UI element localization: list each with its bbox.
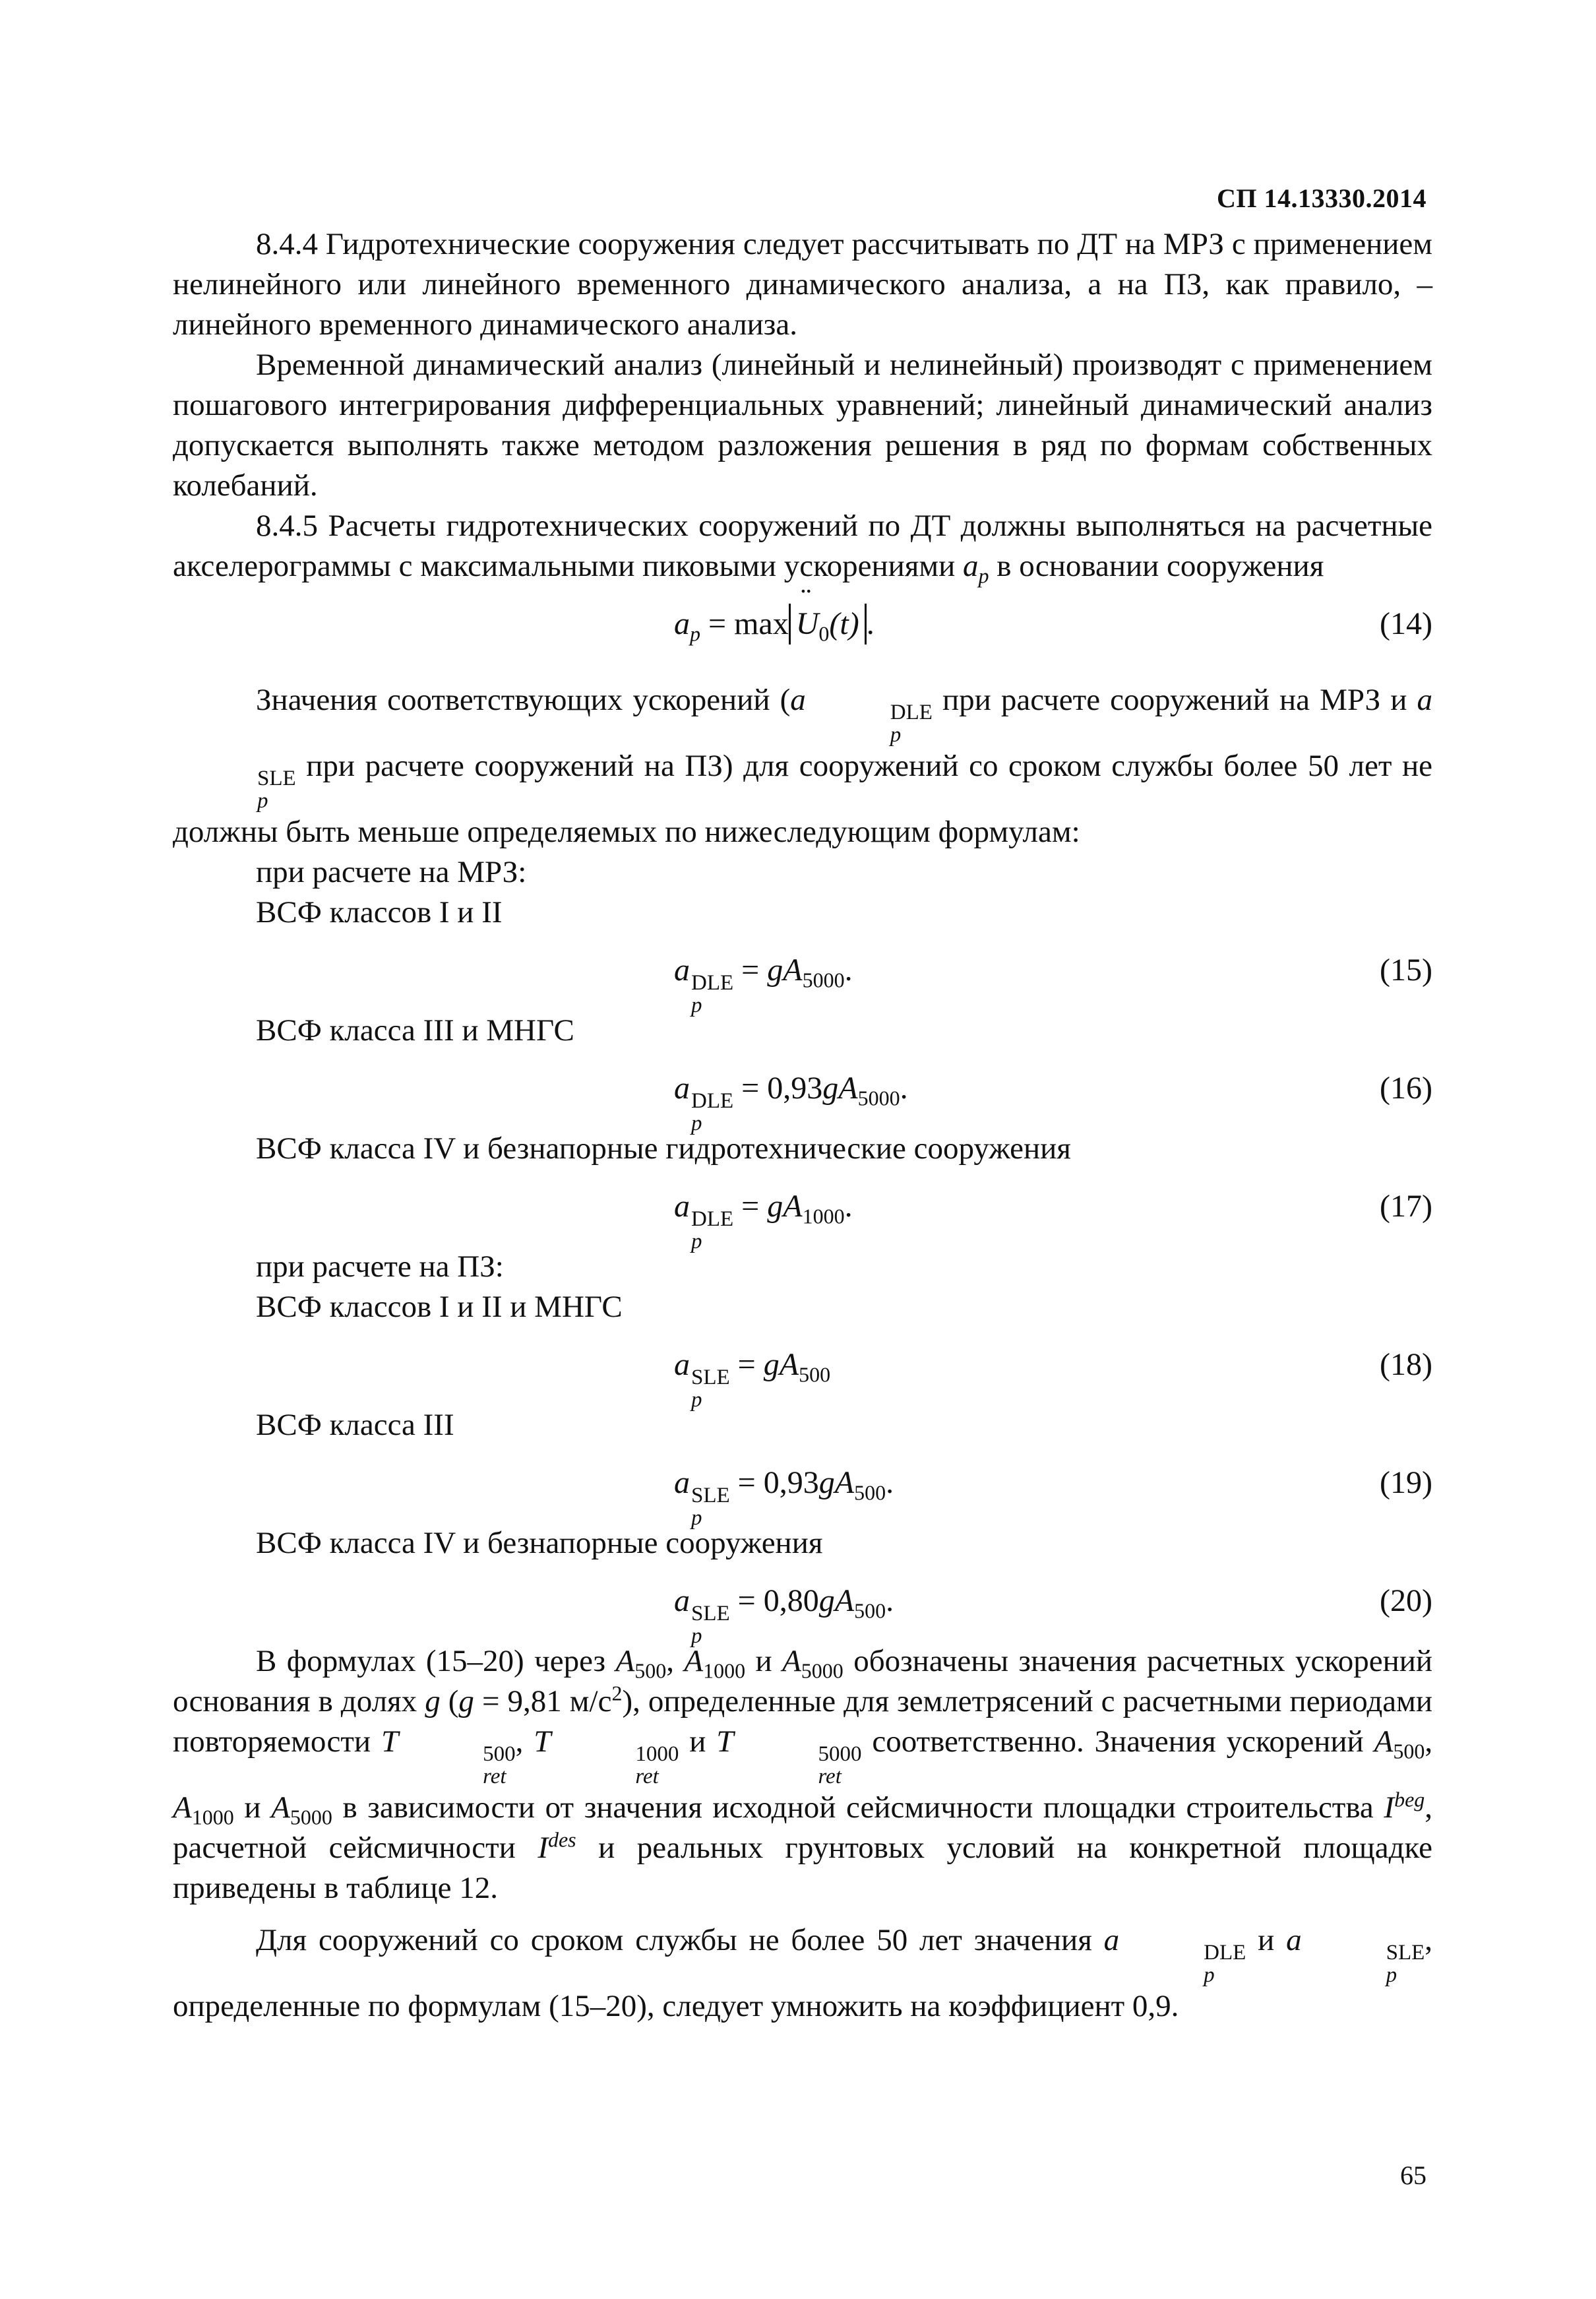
equation-15: a DLE p = $gA_{5000}$. (15)	[173, 933, 1432, 1011]
paragraph-acceleration-values: Значения соответствующих ускорений (a DLE p при расчете сооружений на МРЗ и a SLE p при расчете сооружений на ПЗ) для сооружений со сроком службы более 50 лет не должны быть меньше определяемых по нижеследующим формулам:	[173, 683, 1433, 849]
document-code: СП 14.13330.2014	[1217, 183, 1427, 213]
paragraph-formula-notation: В формулах (15–20) через $A_{500}$, $A_{1000}$ и $A_{5000}$ обозначены значения расчетных ускорений основания в долях g (g = 9,81 $м/с^2$), определенные для землетрясений с расчетными периодами повторяемости T 500 ret , T 1000 ret и T 5000 ret соответственно. Значения ускорений $A_{500}$, $A_{1000}$ и $A_{5000}$ в зависимости от значения исходной сейсмичности площадки строительства $I^{beg}$, расчетной сейсмичности $I^{des}$ и реальных грунтовых условий на конкретной площадке приведены в таблице 12.	[173, 1644, 1433, 1905]
equation-number: (14)	[1380, 606, 1432, 641]
equation-18: a SLE p = $gA_{500}$ (18)	[173, 1327, 1432, 1405]
label-vsf-class-3: ВСФ класса III	[256, 1408, 454, 1442]
equation-16: a DLE p = $0,93gA_{5000}$. (16)	[173, 1051, 1432, 1129]
label-pz: при расчете на ПЗ:	[256, 1249, 504, 1284]
equation-number: (19)	[1380, 1465, 1432, 1500]
equation-17: a DLE p = $gA_{1000}$. (17)	[173, 1169, 1432, 1247]
label-vsf-class-3-mngs: ВСФ класса III и МНГС	[256, 1013, 574, 1048]
label-vsf-class-4-hydro: ВСФ класса IV и безнапорные гидротехнические сооружения	[256, 1131, 1071, 1166]
equation-number: (20)	[1380, 1583, 1432, 1618]
label-vsf-classes-1-2: ВСФ классов I и II	[256, 895, 503, 929]
paragraph-8-4-5: 8.4.5 Расчеты гидротехнических сооружений по ДТ должны выполняться на расчетные акселерограммы с максимальными пиковыми ускорениями $a_p$ в основании сооружения	[173, 509, 1432, 588]
equation-number: (16)	[1380, 1071, 1432, 1106]
equation-number: (15)	[1380, 953, 1432, 988]
equation-14	[173, 586, 1432, 680]
paragraph-coefficient: Для сооружений со сроком службы не более 50 лет значения a DLE p и a SLE p , определенные по формулам (15–20), следует умножить на коэффициент 0,9.	[173, 1923, 1433, 2023]
equation-number: (18)	[1380, 1347, 1432, 1382]
equation-14-expression: $a_p$ = max¨ $U_0(t)$ .	[674, 604, 875, 645]
equation-number: (17)	[1380, 1189, 1432, 1224]
document-body	[173, 224, 1432, 2027]
equation-20: a SLE p = $0,80gA_{500}$. (20)	[173, 1563, 1432, 1641]
label-vsf-classes-1-2-mngs: ВСФ классов I и II и МНГС	[256, 1290, 623, 1324]
page-number: 65	[1400, 2160, 1427, 2190]
paragraph-dynamic-analysis: Временной динамический анализ (линейный и нелинейный) производят с применением пошагового интегрирования дифференциальных уравнений; линейный динамический анализ допускается выполнять также методом разложения решения в ряд по формам собственных колебаний.	[173, 348, 1432, 503]
label-vsf-class-4: ВСФ класса IV и безнапорные сооружения	[256, 1526, 823, 1560]
paragraph-8-4-4: 8.4.4 Гидротехнические сооружения следует рассчитывать по ДТ на МРЗ с применением нелинейного или линейного временного динамического анализа, а на ПЗ, как правило, – линейного временного динамического анализа.	[173, 227, 1432, 342]
equation-19: a SLE p = $0,93gA_{500}$. (19)	[173, 1445, 1432, 1523]
label-mrz: при расчете на МРЗ:	[256, 855, 527, 889]
absolute-value: ¨ $U_0(t)$	[789, 604, 867, 645]
